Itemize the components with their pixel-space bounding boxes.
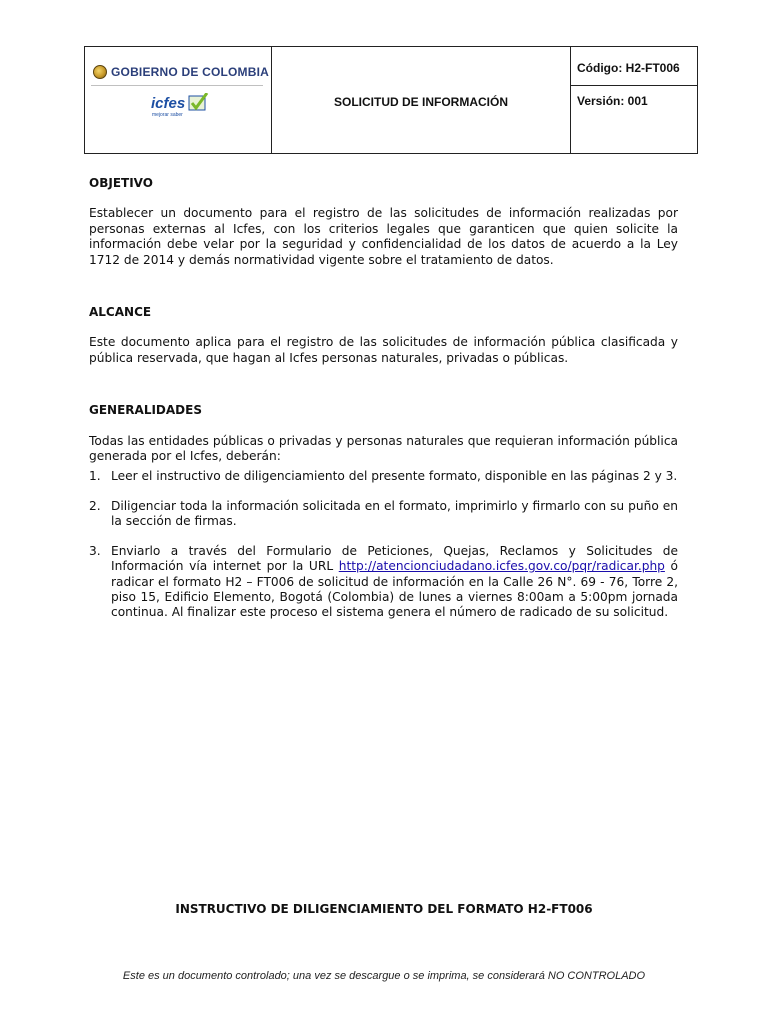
version-cell [571,86,698,154]
step-number: 1. [89,469,101,484]
code-cell [571,47,698,86]
document-code: Código: H2-FT006 [577,61,680,75]
generalidades-heading: GENERALIDADES [89,403,202,418]
icfes-tagline: mejorar saber [152,112,183,118]
step-text: Diligenciar toda la información solicitada en el formato, imprimirlo y firmarlo con su puño en la sección de firmas. [111,498,678,529]
list-item [89,469,678,484]
alcance-paragraph: Este documento aplica para el registro de las solicitudes de información pública clasificada y pública reservada, que hagan al Icfes personas naturales, privadas o públicas. [89,335,678,365]
footer-note: Este es un documento controlado; una vez se descargue o se imprima, se considerará NO CONTROLADO [122,970,646,982]
step-number: 3. [89,543,101,558]
gobierno-logo-text: GOBIERNO DE COLOMBIA [111,65,270,79]
pqr-url-link[interactable]: http://atencionciudadano.icfes.gov.co/pqr/radicar.php [338,559,665,574]
title-cell [272,47,571,154]
list-item [89,544,678,621]
logo-divider [91,85,263,86]
icfes-logo [149,93,211,119]
objetivo-paragraph: Establecer un documento para el registro de las solicitudes de información realizadas por personas externas al Icfes, con los criterios legales que garanticen que quien solicite la información debe velar por la seguridad y confidencialidad de los datos de acuerdo a la Ley 1712 de 2014 y demás normatividad vigente sobre el tratamiento de datos. [89,206,678,267]
gobierno-logo [93,65,269,79]
logo-cell [85,47,272,154]
instructivo-heading: INSTRUCTIVO DE DILIGENCIAMIENTO DEL FORMATO H2-FT006 [175,902,593,916]
generalidades-steps-list [89,469,678,620]
step-text-after-link: ó radicar el formato H2 – FT006 de solicitud de información en la Calle 26 N°. 69 - 76, Torre 2, piso 15, Edificio Elemento, Bogotá (Colombia) de lunes a viernes 8:00am a 5:00pm jornada continua. Al finalizar este proceso el sistema genera el número de radicado de su solicitud. [111,559,678,620]
document-title: SOLICITUD DE INFORMACIÓN [334,94,508,109]
document-body [89,176,678,621]
step-text: Leer el instructivo de diligenciamiento del presente formato, disponible en las páginas 2 y 3. [111,469,678,484]
document-version: Versión: 001 [577,94,648,108]
colombia-seal-icon [93,65,107,79]
icfes-logo-text: icfes [151,95,186,112]
generalidades-intro: Todas las entidades públicas o privadas y personas naturales que requieran información pública generada por el Icfes, deberán: [89,433,678,464]
alcance-heading: ALCANCE [89,305,152,320]
document-header-table [84,46,698,154]
list-item [89,499,678,530]
objetivo-heading: OBJETIVO [89,176,153,190]
step-text-before-link: Enviarlo a través del Formulario de Peticiones, Quejas, Reclamos y Solicitudes de Información vía internet por la URL [111,543,678,574]
step-number: 2. [89,498,101,513]
